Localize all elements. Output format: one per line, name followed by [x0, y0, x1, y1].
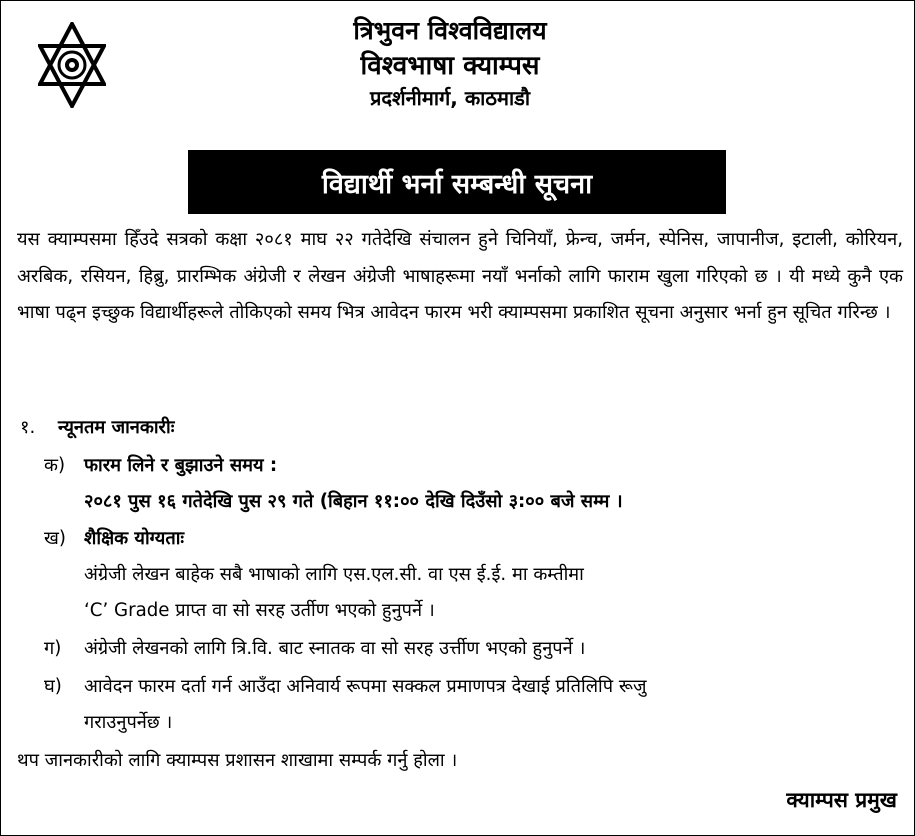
item-gha-line2: गराउनुपर्नेछ ।: [84, 712, 173, 733]
item-gha-line1: आवेदन फारम दर्ता गर्न आउँदा अनिवार्य रूपमा सक्कल प्रमाणपत्र देखाई प्रतिलिपि रूजु: [84, 676, 647, 697]
section-title: न्यूनतम जानकारीः: [58, 417, 175, 438]
section-number: १.: [20, 417, 36, 438]
footer-note: थप जानकारीको लागि क्याम्पस प्रशासन शाखामा सम्पर्क गर्नु होला ।: [17, 750, 458, 771]
item-ka-marker: क): [44, 455, 66, 476]
item-ka-detail: २०८१ पुस १६ गतेदेखि पुस २९ गते (बिहान ११:०० देखि दिउँसो ३:०० बजे सम्म ।: [84, 491, 623, 512]
signature-campus-chief: क्याम्पस प्रमुख: [786, 788, 897, 812]
item-kha-line1: अंग्रेजी लेखन बाहेक सबै भाषाको लागि एस.एल.सी. वा एस ई.ई. मा कम्तीमा: [84, 564, 584, 585]
notice-title: विद्यार्थी भर्ना सम्बन्धी सूचना: [188, 150, 726, 214]
item-ga-marker: ग): [44, 638, 62, 659]
intro-paragraph: यस क्याम्पसमा हिँउदे सत्रको कक्षा २०८१ माघ २२ गतेदेखि संचालन हुने चिनियाँ, फ्रेन्च, जर्मन, स्पेनिस, जापानीज, इटाली, कोरियन, अरबिक, रसियन, हिब्रु, प्रारम्भिक अंग्रेजी र लेखन अंग्रेजी भाषाहरूमा नयाँ भर्नाको लागि फाराम खुला गरिएको छ । यी मध्ये कुनै एक भाषा पढ्न इच्छुक विद्यार्थीहरूले तोकिएको समय भित्र आवेदन फारम भरी क्याम्पसमा प्रकाशित सूचना अनुसार भर्ना हुन सूचित गरिन्छ ।: [17, 229, 903, 323]
tribhuvan-university-logo-icon: [38, 22, 106, 108]
item-ga-text: अंग्रेजी लेखनको लागि त्रि.वि. बाट स्नातक वा सो सरह उर्त्तीण भएको हुनुपर्ने ।: [84, 638, 586, 659]
item-kha-title: शैक्षिक योग्यताः: [84, 528, 185, 549]
university-name: त्रिभुवन विश्वविद्यालय: [353, 16, 547, 45]
item-kha-line2: ‘C’ Grade प्राप्त वा सो सरह उर्तीण भएको हुनुपर्ने ।: [84, 600, 435, 621]
item-ka-title: फारम लिने र बुझाउने समय :: [84, 455, 278, 476]
campus-address: प्रदर्शनीमार्ग, काठमाडौ: [369, 86, 531, 110]
notice-header: [120, 14, 780, 112]
campus-name: विश्वभाषा क्याम्पस: [360, 51, 540, 81]
item-kha-marker: ख): [44, 528, 66, 549]
item-gha-marker: घ): [44, 676, 62, 697]
